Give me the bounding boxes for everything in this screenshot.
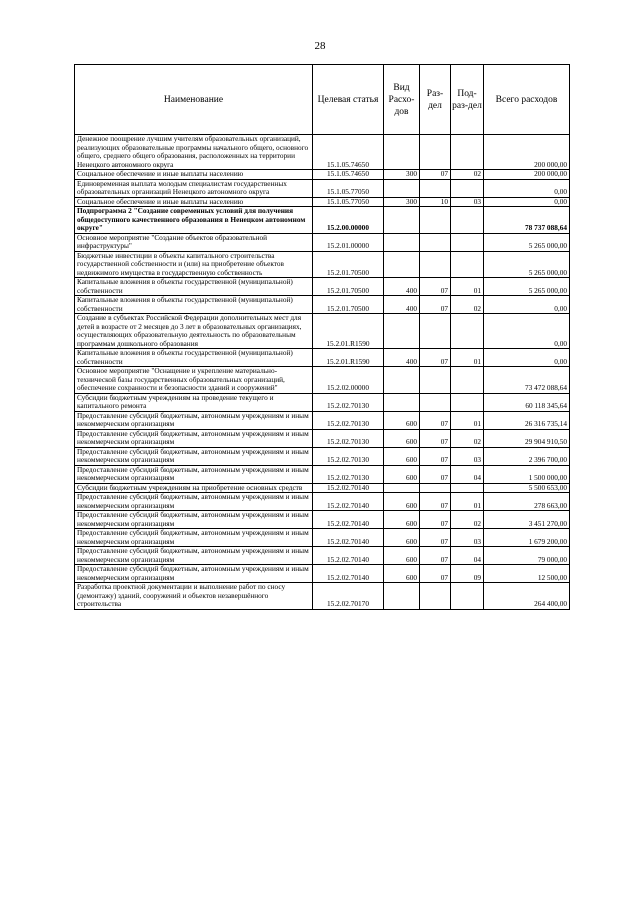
table-body [75,135,570,610]
cell-name: Предоставление субсидий бюджетным, автономным учреждениям и иным некоммерческим организациям [75,429,313,447]
cell-target: 15.2.02.70170 [313,583,384,610]
cell-total: 0,00 [484,314,570,349]
cell-total: 12 500,00 [484,565,570,583]
cell-name: Предоставление субсидий бюджетным, автономным учреждениям и иным некоммерческим организациям [75,411,313,429]
cell-target: 15.2.02.70130 [313,393,384,411]
cell-subsection [451,393,484,411]
cell-kind: 600 [384,447,420,465]
cell-kind: 400 [384,278,420,296]
cell-subsection [451,483,484,493]
cell-section [420,583,451,610]
cell-target: 15.2.02.70140 [313,511,384,529]
cell-kind: 600 [384,547,420,565]
cell-target: 15.2.02.70140 [313,529,384,547]
cell-section: 07 [420,278,451,296]
table-row [75,429,570,447]
table-row [75,207,570,234]
cell-subsection: 02 [451,170,484,180]
table-row [75,170,570,180]
cell-subsection: 04 [451,465,484,483]
cell-section: 07 [420,296,451,314]
cell-subsection [451,251,484,278]
table-row [75,465,570,483]
cell-name: Капитальные вложения в объекты государственной (муниципальной) собственности [75,296,313,314]
cell-name: Основное мероприятие "Создание объектов образовательной инфраструктуры" [75,233,313,251]
cell-name: Социальное обеспечение и иные выплаты населению [75,170,313,180]
table-header-row [75,65,570,135]
cell-target: 15.1.05.74650 [313,170,384,180]
cell-target: 15.2.02.70140 [313,565,384,583]
cell-kind: 300 [384,197,420,207]
cell-kind [384,483,420,493]
cell-subsection: 03 [451,529,484,547]
table-row [75,135,570,170]
header-kind: Вид Расхо-дов [384,65,420,135]
header-total: Всего расходов [484,65,570,135]
cell-target: 15.2.02.70140 [313,547,384,565]
cell-name: Предоставление субсидий бюджетным, автономным учреждениям и иным некоммерческим организациям [75,447,313,465]
cell-kind [384,233,420,251]
cell-subsection: 01 [451,411,484,429]
table-row [75,447,570,465]
cell-subsection [451,314,484,349]
cell-target: 15.2.02.70140 [313,483,384,493]
cell-name: Предоставление субсидий бюджетным, автономным учреждениям и иным некоммерческим организациям [75,529,313,547]
cell-subsection: 04 [451,547,484,565]
cell-subsection: 01 [451,493,484,511]
cell-total: 60 118 345,64 [484,393,570,411]
cell-section: 07 [420,429,451,447]
cell-target: 15.2.02.00000 [313,367,384,394]
cell-section [420,207,451,234]
cell-name: Денежное поощрение лучшим учителям образовательных организаций, реализующих образовательные программы начального общего, основного общего, среднего общего образования, расположенных на территории Ненецкого автономного округа [75,135,313,170]
cell-name: Субсидии бюджетным учреждениям на проведение текущего и капитального ремонта [75,393,313,411]
cell-section: 07 [420,411,451,429]
cell-target: 15.1.05.77050 [313,179,384,197]
cell-section: 07 [420,565,451,583]
cell-section: 07 [420,447,451,465]
cell-target: 15.2.02.70140 [313,493,384,511]
cell-subsection: 01 [451,278,484,296]
cell-subsection [451,207,484,234]
cell-name: Капитальные вложения в объекты государственной (муниципальной) собственности [75,349,313,367]
cell-total: 0,00 [484,179,570,197]
cell-name: Капитальные вложения в объекты государственной (муниципальной) собственности [75,278,313,296]
cell-section: 07 [420,170,451,180]
cell-total: 79 000,00 [484,547,570,565]
cell-total: 26 316 735,14 [484,411,570,429]
cell-kind [384,135,420,170]
cell-subsection [451,367,484,394]
table-row [75,493,570,511]
table-row [75,529,570,547]
table-row [75,483,570,493]
cell-subsection [451,135,484,170]
table-row [75,511,570,529]
cell-subsection: 03 [451,197,484,207]
cell-kind: 600 [384,465,420,483]
cell-kind: 600 [384,529,420,547]
header-target: Целевая статья [313,65,384,135]
cell-total: 1 500 000,00 [484,465,570,483]
cell-section [420,483,451,493]
table-row [75,296,570,314]
cell-subsection [451,583,484,610]
cell-total: 200 000,00 [484,170,570,180]
table-row [75,233,570,251]
cell-target: 15.2.02.70130 [313,465,384,483]
cell-kind: 400 [384,349,420,367]
cell-section: 10 [420,197,451,207]
cell-section: 07 [420,547,451,565]
cell-total: 0,00 [484,296,570,314]
cell-total: 0,00 [484,349,570,367]
table-row [75,367,570,394]
cell-total: 3 451 270,00 [484,511,570,529]
cell-target: 15.2.01.00000 [313,233,384,251]
cell-target: 15.2.01.70500 [313,278,384,296]
cell-subsection [451,233,484,251]
cell-kind [384,251,420,278]
cell-name: Социальное обеспечение и иные выплаты населению [75,197,313,207]
cell-total: 0,00 [484,197,570,207]
cell-subsection: 02 [451,429,484,447]
cell-kind: 600 [384,493,420,511]
cell-name: Предоставление субсидий бюджетным, автономным учреждениям и иным некоммерческим организациям [75,565,313,583]
cell-target: 15.2.00.00000 [313,207,384,234]
cell-section: 07 [420,349,451,367]
header-subsection: Под-раз-дел [451,65,484,135]
cell-total: 200 000,00 [484,135,570,170]
cell-total: 1 679 200,00 [484,529,570,547]
cell-subsection [451,179,484,197]
cell-name: Предоставление субсидий бюджетным, автономным учреждениям и иным некоммерческим организациям [75,493,313,511]
cell-kind [384,393,420,411]
cell-name: Создание в субъектах Российской Федерации дополнительных мест для детей в возрасте от 2 месяцев до 3 лет в образовательных организациях, осуществляющих образовательную деятельность по образовательным программам дошкольного образования [75,314,313,349]
cell-total: 29 904 910,50 [484,429,570,447]
table-row [75,411,570,429]
cell-total: 264 400,00 [484,583,570,610]
cell-kind [384,314,420,349]
table-row [75,197,570,207]
page-number: 28 [314,40,326,52]
cell-section [420,135,451,170]
cell-name: Бюджетные инвестиции в объекты капитального строительства государственной собственности и (или) на приобретение объектов недвижимого имущества в государственную собственность [75,251,313,278]
cell-kind: 600 [384,411,420,429]
cell-total: 73 472 088,64 [484,367,570,394]
budget-table [74,64,570,610]
cell-section [420,233,451,251]
header-section: Раз-дел [420,65,451,135]
cell-subsection: 09 [451,565,484,583]
cell-section [420,314,451,349]
cell-section: 07 [420,529,451,547]
cell-total: 78 737 088,64 [484,207,570,234]
table-row [75,349,570,367]
cell-subsection: 01 [451,349,484,367]
cell-target: 15.2.01.R1590 [313,314,384,349]
cell-target: 15.2.02.70130 [313,429,384,447]
cell-total: 5 265 000,00 [484,251,570,278]
cell-kind: 600 [384,429,420,447]
cell-name: Подпрограмма 2 "Создание современных условий для получения общедоступного качественного образования в Ненецком автономном округе" [75,207,313,234]
table-row [75,393,570,411]
cell-kind [384,367,420,394]
cell-kind: 400 [384,296,420,314]
cell-total: 278 663,00 [484,493,570,511]
cell-subsection: 02 [451,511,484,529]
cell-total: 2 396 700,00 [484,447,570,465]
table-row [75,251,570,278]
cell-section [420,367,451,394]
cell-name: Единовременная выплата молодым специалистам государственных образовательных организаций Ненецкого автономного округа [75,179,313,197]
cell-target: 15.2.02.70130 [313,447,384,465]
table-row [75,565,570,583]
cell-kind: 600 [384,511,420,529]
cell-target: 15.2.01.70500 [313,251,384,278]
cell-name: Основное мероприятие "Оснащение и укрепление материально-технической базы государственных образовательных организаций, обеспечение сохранности и безопасности зданий и сооружений" [75,367,313,394]
table-row [75,583,570,610]
cell-target: 15.1.05.77050 [313,197,384,207]
cell-kind [384,583,420,610]
cell-section [420,251,451,278]
cell-name: Предоставление субсидий бюджетным, автономным учреждениям и иным некоммерческим организациям [75,511,313,529]
cell-name: Субсидии бюджетным учреждениям на приобретение основных средств [75,483,313,493]
cell-name: Предоставление субсидий бюджетным, автономным учреждениям и иным некоммерческим организациям [75,465,313,483]
cell-target: 15.2.02.70130 [313,411,384,429]
cell-subsection: 03 [451,447,484,465]
cell-kind [384,207,420,234]
cell-subsection: 02 [451,296,484,314]
table-row [75,547,570,565]
cell-target: 15.2.01.70500 [313,296,384,314]
cell-section: 07 [420,493,451,511]
cell-kind: 300 [384,170,420,180]
table-row [75,179,570,197]
header-name: Наименование [75,65,313,135]
table-row [75,278,570,296]
cell-section [420,179,451,197]
cell-target: 15.1.05.74650 [313,135,384,170]
cell-section: 07 [420,465,451,483]
cell-kind: 600 [384,565,420,583]
cell-kind [384,179,420,197]
cell-name: Предоставление субсидий бюджетным, автономным учреждениям и иным некоммерческим организациям [75,547,313,565]
cell-name: Разработка проектной документации и выполнение работ по сносу (демонтажу) зданий, сооружений и объектов незавершённого строительства [75,583,313,610]
cell-total: 5 500 653,00 [484,483,570,493]
cell-target: 15.2.01.R1590 [313,349,384,367]
cell-section: 07 [420,511,451,529]
table-row [75,314,570,349]
cell-total: 5 265 000,00 [484,278,570,296]
cell-total: 5 265 000,00 [484,233,570,251]
cell-section [420,393,451,411]
